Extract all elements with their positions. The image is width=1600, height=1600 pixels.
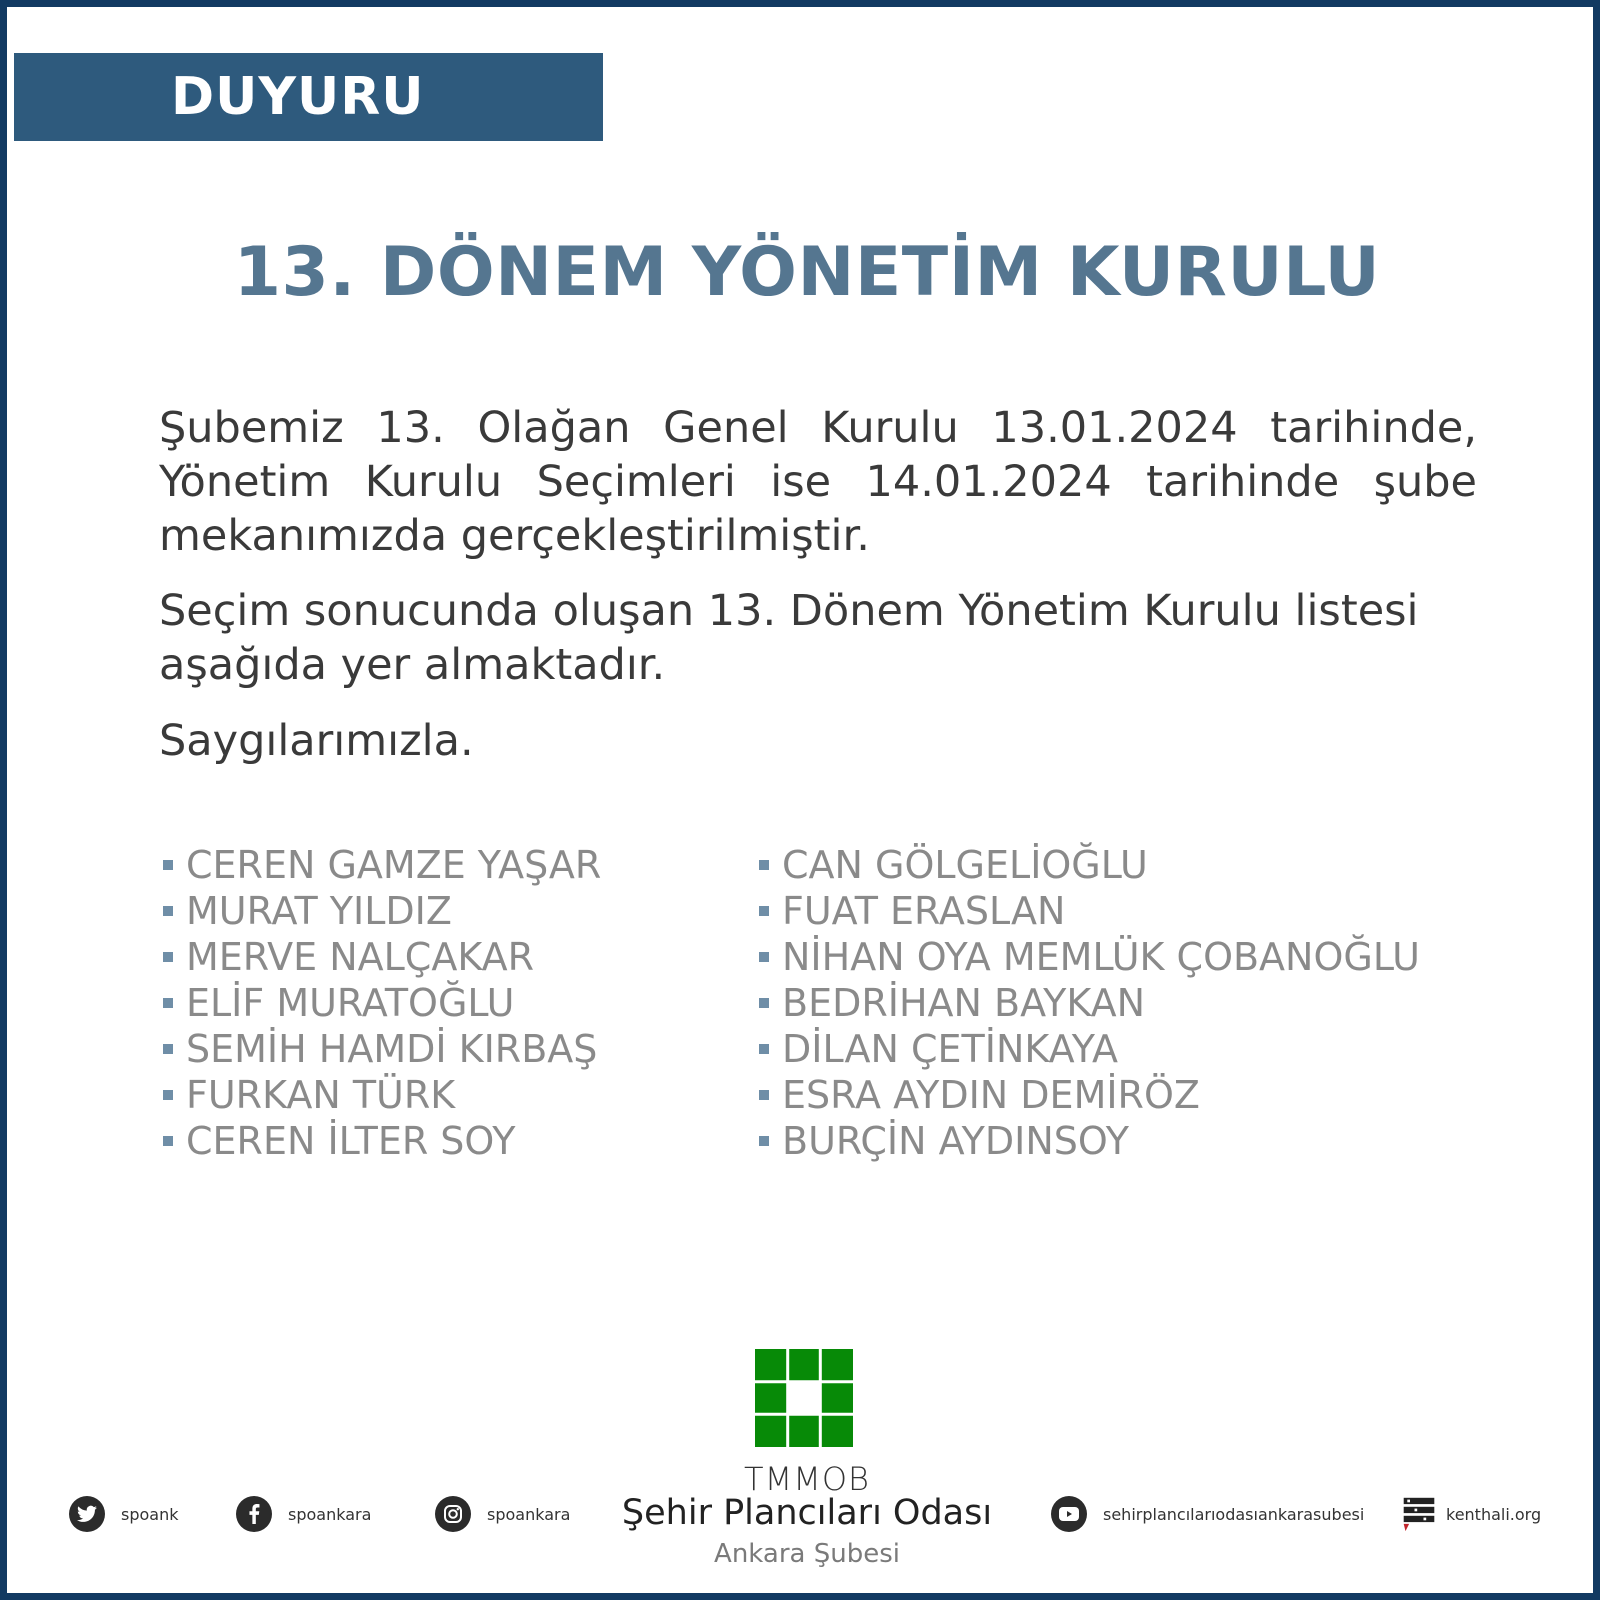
member-name: CEREN GAMZE YAŞAR <box>186 843 602 887</box>
member-name: DİLAN ÇETİNKAYA <box>782 1027 1118 1071</box>
list-item <box>163 1118 601 1164</box>
list-item <box>163 934 601 980</box>
bullet-icon <box>759 1044 769 1054</box>
facebook-handle: spoankara <box>288 1504 372 1524</box>
member-name: BURÇİN AYDINSOY <box>782 1119 1129 1163</box>
org-tmmob: TMMOB <box>744 1460 870 1498</box>
member-name: MERVE NALÇAKAR <box>186 935 534 979</box>
member-list-right <box>759 842 1420 1164</box>
paragraph-1: Şubemiz 13. Olağan Genel Kurulu 13.01.2024 tarihinde, Yönetim Kurulu Seçimleri ise 14.01.2024 tarihinde şube mekanımızda gerçekleştirilmiştir. <box>159 403 1477 561</box>
bullet-icon <box>759 952 769 962</box>
bullet-icon <box>163 998 173 1008</box>
announcement-badge <box>14 53 603 141</box>
list-item <box>163 842 601 888</box>
bullet-icon <box>759 860 769 870</box>
social-instagram[interactable] <box>435 1496 570 1532</box>
bullet-icon <box>163 1090 173 1100</box>
paragraph-2: Seçim sonucunda oluşan 13. Dönem Yönetim Kurulu listesi aşağıda yer almaktadır. <box>159 586 1419 690</box>
member-name: ELİF MURATOĞLU <box>186 981 515 1025</box>
member-name: ESRA AYDIN DEMİRÖZ <box>782 1073 1200 1117</box>
instagram-icon <box>435 1496 471 1532</box>
member-name: NİHAN OYA MEMLÜK ÇOBANOĞLU <box>782 935 1420 979</box>
website-handle: kenthali.org <box>1446 1504 1542 1524</box>
bullet-icon <box>163 1044 173 1054</box>
bullet-icon <box>163 860 173 870</box>
organization-logo <box>755 1349 853 1447</box>
bullet-icon <box>163 952 173 962</box>
member-name: FUAT ERASLAN <box>782 889 1066 933</box>
facebook-icon <box>236 1496 272 1532</box>
social-facebook[interactable] <box>236 1496 371 1532</box>
list-item <box>759 1118 1420 1164</box>
twitter-icon <box>69 1496 105 1532</box>
paragraph-3: Saygılarımızla. <box>159 716 474 766</box>
social-youtube[interactable] <box>1051 1496 1364 1532</box>
bullet-icon <box>759 1090 769 1100</box>
list-item <box>163 980 601 1026</box>
member-name: MURAT YILDIZ <box>186 889 452 933</box>
bullet-icon <box>759 1136 769 1146</box>
list-item <box>759 1072 1420 1118</box>
member-name: FURKAN TÜRK <box>186 1073 456 1117</box>
org-name: Şehir Plancıları Odası <box>621 1493 993 1533</box>
member-list-left <box>163 842 601 1164</box>
list-item <box>163 888 601 934</box>
list-item <box>759 1026 1420 1072</box>
twitter-handle: spoank <box>121 1504 179 1524</box>
bullet-icon <box>163 1136 173 1146</box>
list-item <box>163 1026 601 1072</box>
member-name: SEMİH HAMDİ KIRBAŞ <box>186 1027 598 1071</box>
bullet-icon <box>163 906 173 916</box>
page-title: 13. DÖNEM YÖNETİM KURULU <box>233 233 1381 312</box>
youtube-icon <box>1051 1496 1087 1532</box>
member-name: CEREN İLTER SOY <box>186 1119 516 1163</box>
bullet-icon <box>759 906 769 916</box>
youtube-handle: sehirplancılarıodasıankarasubesi <box>1103 1504 1365 1524</box>
instagram-handle: spoankara <box>487 1504 571 1524</box>
member-name: BEDRİHAN BAYKAN <box>782 981 1146 1025</box>
social-twitter[interactable] <box>69 1496 179 1532</box>
org-branch: Ankara Şubesi <box>714 1539 900 1569</box>
kenthali-icon <box>1400 1496 1438 1532</box>
badge-label: DUYURU <box>171 67 425 127</box>
list-item <box>759 934 1420 980</box>
list-item <box>759 888 1420 934</box>
list-item <box>759 980 1420 1026</box>
bullet-icon <box>759 998 769 1008</box>
list-item <box>759 842 1420 888</box>
member-name: CAN GÖLGELİOĞLU <box>782 843 1148 887</box>
social-website[interactable] <box>1400 1496 1541 1532</box>
list-item <box>163 1072 601 1118</box>
